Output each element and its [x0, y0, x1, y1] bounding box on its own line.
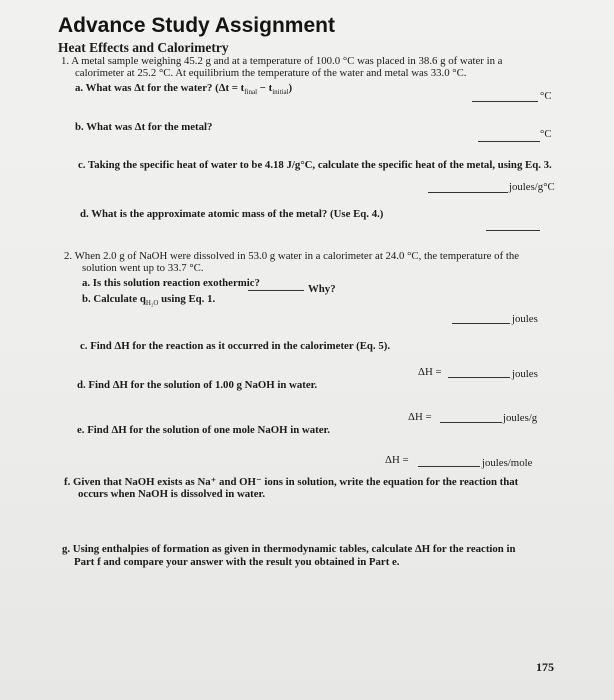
q2b-answer-blank[interactable] — [452, 323, 510, 324]
q2a-why: Why? — [308, 283, 336, 295]
q1a-unit: °C — [540, 90, 552, 102]
q2b-unit: joules — [512, 313, 538, 325]
q1-stem-line2: calorimeter at 25.2 °C. At equilibrium the temperature of the water and metal was 33.0 °C. — [75, 67, 467, 79]
q1d-answer-blank[interactable] — [486, 230, 540, 231]
q2b-label: b. Calculate q — [82, 293, 146, 305]
q2d-unit: joules/g — [503, 412, 538, 424]
q1a-sub-initial: initial — [272, 88, 289, 97]
q1b-text: b. What was Δt for the metal? — [75, 121, 213, 133]
q1a-label: a. What was Δt for the water? (Δt = t — [75, 82, 245, 94]
q2c-dh-label: ΔH = — [418, 366, 442, 378]
q2f-line1: f. Given that NaOH exists as Na⁺ and OH⁻ ions in solution, write the equation for the reaction that — [64, 476, 519, 488]
q2c-unit: joules — [512, 368, 538, 380]
q1a-text — [75, 82, 292, 96]
q1-stem-line1: 1. A metal sample weighing 45.2 g and at a temperature of 100.0 °C was placed in 38.6 g of water in a — [61, 55, 503, 67]
q2d-answer-blank[interactable] — [440, 422, 502, 423]
q2g-line1: g. Using enthalpies of formation as given in thermodynamic tables, calculate ΔH for the reaction in — [62, 543, 516, 555]
q1a-end: ) — [288, 82, 293, 94]
q2-stem-line2: solution went up to 33.7 °C. — [82, 262, 204, 274]
q1a-answer-blank[interactable] — [472, 101, 538, 102]
q1c-text: c. Taking the specific heat of water to be 4.18 J/g°C, calculate the specific heat of the metal, using Eq. 3. — [78, 159, 552, 171]
q2-stem-line1: 2. When 2.0 g of NaOH were dissolved in 53.0 g water in a calorimeter at 24.0 °C, the temperature of the — [64, 250, 520, 262]
q1c-answer-blank[interactable] — [428, 192, 508, 193]
q2d-text: d. Find ΔH for the solution of 1.00 g NaOH in water. — [77, 379, 318, 391]
q2c-text: c. Find ΔH for the reaction as it occurred in the calorimeter (Eq. 5). — [80, 340, 391, 352]
q1b-answer-blank[interactable] — [478, 141, 540, 142]
q2a-answer-blank[interactable] — [248, 290, 304, 291]
q2e-unit: joules/mole — [482, 457, 533, 469]
q2g-line2: Part f and compare your answer with the result you obtained in Part e. — [74, 556, 400, 568]
page-number: 175 — [536, 660, 554, 674]
q2c-answer-blank[interactable] — [448, 377, 510, 378]
page-subtitle: Heat Effects and Calorimetry — [58, 40, 229, 55]
q1c-unit: joules/g°C — [509, 181, 555, 193]
q1a-sub-final: final — [244, 88, 258, 97]
q1a-mid: − t — [257, 82, 273, 94]
q2e-text: e. Find ΔH for the solution of one mole NaOH in water. — [77, 424, 330, 436]
q2b-post: using Eq. 1. — [158, 293, 216, 305]
q2d-dh-label: ΔH = — [408, 411, 432, 423]
q1b-unit: °C — [540, 128, 552, 140]
q2f-line2: occurs when NaOH is dissolved in water. — [78, 488, 266, 500]
q2b-text — [82, 293, 215, 307]
page-title: Advance Study Assignment — [58, 14, 335, 37]
q2e-answer-blank[interactable] — [418, 466, 480, 467]
q2b-sub: H₂O — [145, 299, 159, 308]
q1d-text: d. What is the approximate atomic mass of the metal? (Use Eq. 4.) — [80, 208, 384, 220]
q2e-dh-label: ΔH = — [385, 454, 409, 466]
q2a-text: a. Is this solution reaction exothermic? — [82, 277, 260, 289]
